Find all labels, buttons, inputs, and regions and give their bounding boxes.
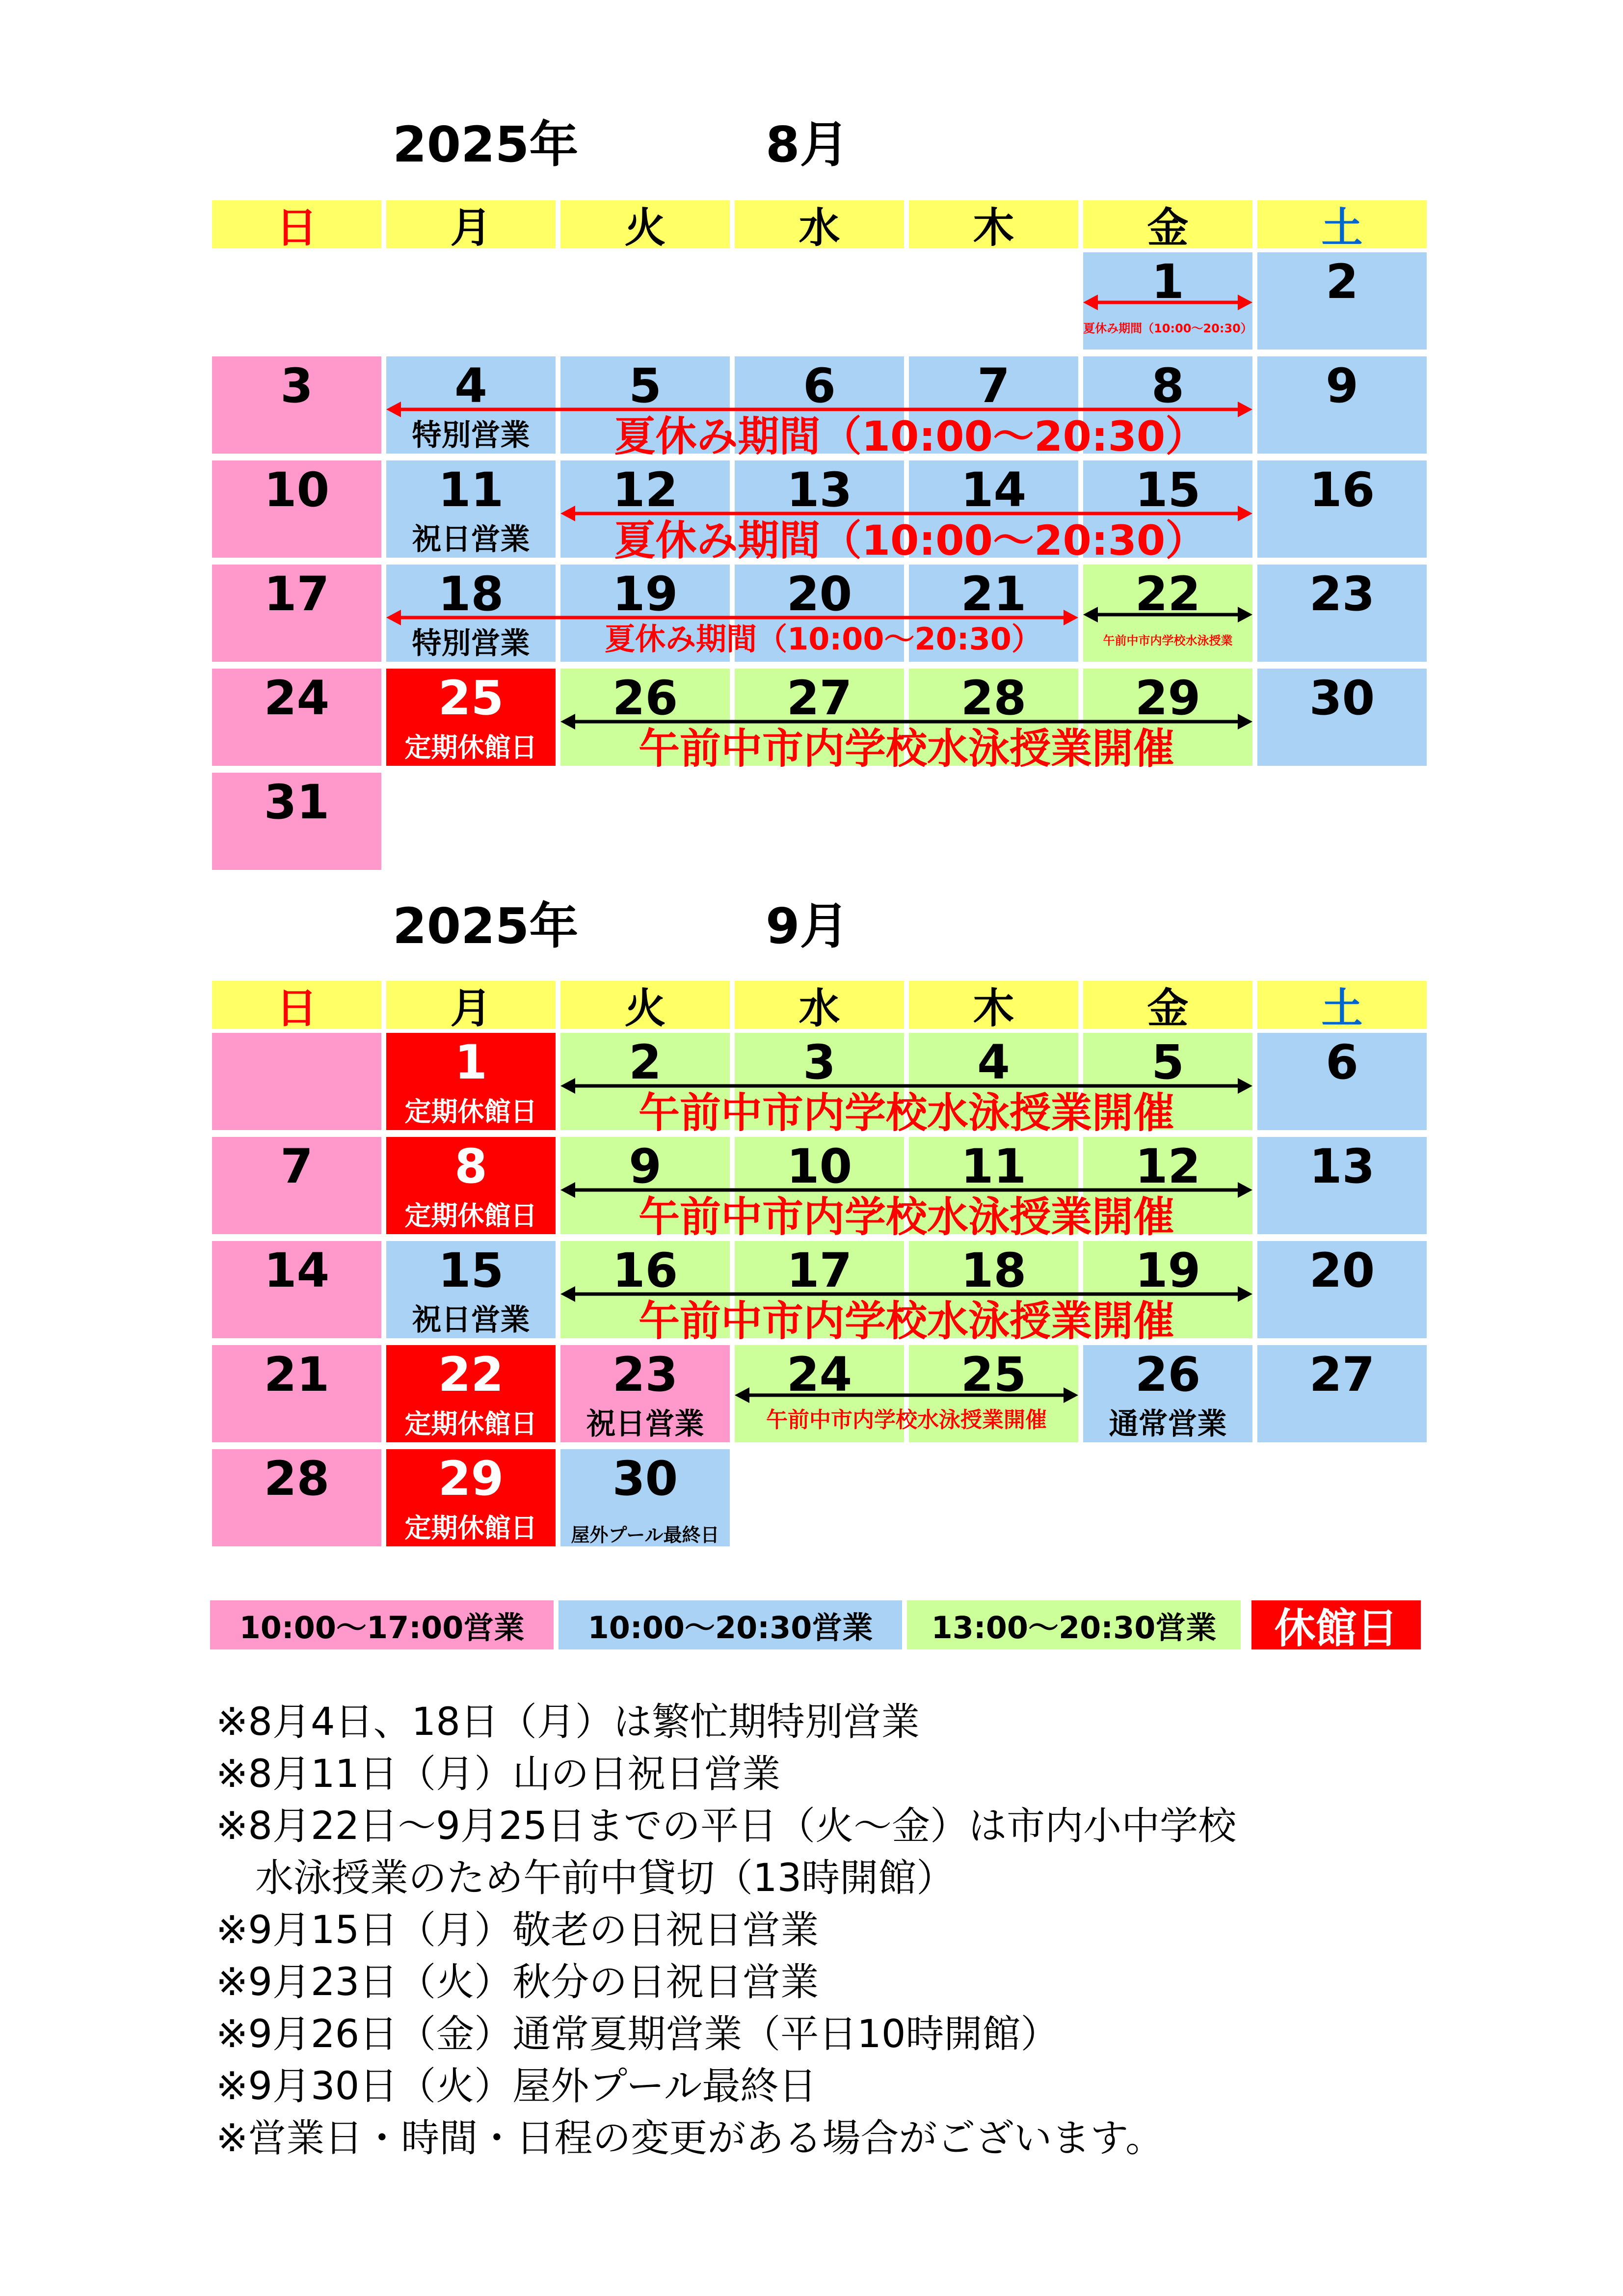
day-number: 25 (960, 1347, 1027, 1402)
annotation-label: 夏休み期間（10:00～20:30） (605, 621, 1042, 657)
september-day-cell (212, 1033, 381, 1130)
day-number: 15 (1135, 462, 1201, 517)
day-number: 18 (438, 567, 504, 621)
august-day-cell (1257, 460, 1427, 558)
august-weekday-header: 水 (735, 200, 904, 248)
september-day-cell (386, 1137, 556, 1234)
august-day-cell (1257, 356, 1427, 454)
september-day-cell (560, 1449, 730, 1546)
august-day-cell (386, 669, 556, 766)
august-day-cell (212, 460, 381, 558)
annotation-label: 夏休み期間（10:00～20:30） (614, 516, 1207, 565)
day-number: 27 (1309, 1347, 1375, 1402)
day-number: 28 (960, 671, 1027, 726)
day-number: 3 (803, 1035, 836, 1090)
day-status-label: 祝日営業 (586, 1407, 704, 1441)
annotation-label: 夏休み期間（10:00～20:30） (614, 412, 1207, 460)
day-number: 22 (1135, 567, 1201, 621)
day-number: 16 (612, 1243, 678, 1298)
day-status-label: 定期休館日 (404, 732, 537, 763)
august-annotation (386, 356, 1252, 460)
legend-green: 13:00～20:30営業 (907, 1600, 1241, 1649)
august-annotation (560, 460, 1252, 565)
annotation-label: 午前中市内学校水泳授業開催 (766, 1407, 1047, 1432)
september-weekday-header: 金 (1083, 981, 1252, 1029)
day-number: 18 (960, 1243, 1027, 1298)
september-annotation (560, 1137, 1252, 1241)
august-annotation (1083, 252, 1252, 350)
september-day-cell (1083, 1345, 1252, 1442)
day-number: 9 (1326, 358, 1358, 413)
august-year-title: 2025年 (393, 116, 579, 173)
august-annotation (1083, 565, 1252, 662)
note-item: ※営業日・時間・日程の変更がある場合がございます。 (216, 2116, 1164, 2161)
september-day-cell (1257, 1137, 1427, 1234)
legend-closed: 休館日 (1251, 1600, 1421, 1649)
august-annotation (560, 669, 1252, 773)
september-weekday-header: 火 (560, 981, 730, 1029)
day-number: 30 (612, 1451, 678, 1506)
august-day-cell (1257, 669, 1427, 766)
day-number: 23 (612, 1347, 678, 1402)
day-status-label: 屋外プール最終日 (571, 1524, 719, 1546)
day-number: 8 (1151, 358, 1184, 413)
day-number: 4 (977, 1035, 1010, 1090)
day-status-label: 特別営業 (412, 418, 530, 453)
day-number: 1 (1151, 254, 1184, 309)
day-number: 27 (786, 671, 852, 726)
day-number: 6 (803, 358, 836, 413)
day-number: 31 (264, 775, 330, 830)
day-number: 25 (438, 671, 504, 726)
day-status-label: 定期休館日 (404, 1513, 537, 1543)
august-weekday-header: 日 (212, 200, 381, 248)
september-annotation (735, 1345, 1078, 1442)
annotation-label: 夏休み期間（10:00～20:30） (1083, 322, 1252, 335)
day-number: 1 (454, 1035, 487, 1090)
september-day-cell (386, 1449, 556, 1546)
day-number: 16 (1309, 462, 1375, 517)
day-number: 2 (629, 1035, 662, 1090)
september-annotation (560, 1241, 1252, 1345)
august-weekday-header: 火 (560, 200, 730, 248)
day-number: 30 (1309, 671, 1375, 726)
note-item: ※9月15日（月）敬老の日祝日営業 (216, 1908, 819, 1952)
august-day-cell (212, 565, 381, 662)
day-number: 11 (960, 1139, 1027, 1194)
day-status-label: 定期休館日 (404, 1200, 537, 1231)
september-day-cell (212, 1137, 381, 1234)
september-day-cell (560, 1345, 730, 1442)
august-day-cell (212, 356, 381, 454)
september-year-title: 2025年 (393, 897, 579, 955)
annotation-label: 午前中市内学校水泳授業 (1103, 634, 1233, 648)
day-number: 5 (1151, 1035, 1184, 1090)
september-day-cell (212, 1345, 381, 1442)
august-day-cell (212, 669, 381, 766)
annotation-label: 午前中市内学校水泳授業開催 (638, 1089, 1174, 1137)
note-item: ※8月22日～9月25日までの平日（火～金）は市内小中学校 (216, 1804, 1237, 1848)
day-number: 24 (786, 1347, 852, 1402)
day-status-label: 定期休館日 (404, 1096, 537, 1127)
day-number: 15 (438, 1243, 504, 1298)
day-number: 21 (960, 567, 1027, 621)
september-day-cell (386, 1033, 556, 1130)
day-number: 20 (786, 567, 852, 621)
september-day-cell (1257, 1241, 1427, 1338)
day-number: 19 (1135, 1243, 1201, 1298)
september-day-cell (212, 1241, 381, 1338)
september-day-cell (1257, 1345, 1427, 1442)
day-number: 12 (1135, 1139, 1201, 1194)
september-annotation (560, 1033, 1252, 1137)
day-number: 29 (1135, 671, 1201, 726)
august-weekday-header: 月 (386, 200, 556, 248)
annotation-label: 午前中市内学校水泳授業開催 (638, 1297, 1174, 1345)
september-month-title: 9月 (766, 897, 849, 955)
day-status-label: 特別営業 (412, 626, 530, 661)
day-number: 17 (264, 567, 330, 621)
day-number: 14 (960, 462, 1027, 517)
day-status-label: 祝日営業 (412, 522, 530, 557)
day-number: 21 (264, 1347, 330, 1402)
day-number: 19 (612, 567, 678, 621)
day-number: 28 (264, 1451, 330, 1506)
note-item: ※9月26日（金）通常夏期営業（平日10時開館） (216, 2012, 1059, 2056)
legend-blue: 10:00～20:30営業 (559, 1600, 902, 1649)
august-annotation (386, 565, 1078, 662)
note-item: 水泳授業のため午前中貸切（13時開館） (255, 1856, 955, 1900)
september-weekday-header: 日 (212, 981, 381, 1029)
annotation-label: 午前中市内学校水泳授業開催 (638, 1193, 1174, 1241)
day-number: 14 (264, 1243, 330, 1298)
note-item: ※8月4日、18日（月）は繁忙期特別営業 (216, 1700, 920, 1744)
august-day-cell (386, 460, 556, 558)
day-number: 5 (629, 358, 662, 413)
day-status-label: 定期休館日 (404, 1408, 537, 1439)
note-item: ※9月23日（火）秋分の日祝日営業 (216, 1960, 819, 2004)
annotation-label: 午前中市内学校水泳授業開催 (638, 725, 1174, 773)
day-number: 13 (786, 462, 852, 517)
august-day-cell (212, 773, 381, 870)
day-number: 10 (264, 462, 330, 517)
day-number: 11 (438, 462, 504, 517)
day-number: 8 (454, 1139, 487, 1194)
day-status-label: 祝日営業 (412, 1303, 530, 1337)
day-number: 26 (612, 671, 678, 726)
note-item: ※9月30日（火）屋外プール最終日 (216, 2064, 817, 2108)
day-number: 10 (786, 1139, 852, 1194)
september-day-cell (1257, 1033, 1427, 1130)
day-number: 26 (1135, 1347, 1201, 1402)
august-day-cell (1257, 252, 1427, 350)
august-weekday-header: 木 (909, 200, 1078, 248)
august-weekday-header: 土 (1257, 200, 1427, 248)
legend-pink: 10:00～17:00営業 (210, 1600, 554, 1649)
august-day-cell (1257, 565, 1427, 662)
note-item: ※8月11日（月）山の日祝日営業 (216, 1752, 781, 1796)
september-weekday-header: 月 (386, 981, 556, 1029)
day-number: 9 (629, 1139, 662, 1194)
september-day-cell (386, 1241, 556, 1338)
august-month-title: 8月 (766, 116, 849, 173)
day-number: 23 (1309, 567, 1375, 621)
september-weekday-header: 木 (909, 981, 1078, 1029)
day-number: 22 (438, 1347, 504, 1402)
september-day-cell (386, 1345, 556, 1442)
day-status-label: 通常営業 (1109, 1407, 1227, 1441)
day-number: 7 (280, 1139, 313, 1194)
september-weekday-header: 水 (735, 981, 904, 1029)
day-number: 6 (1326, 1035, 1358, 1090)
day-number: 12 (612, 462, 678, 517)
day-number: 7 (977, 358, 1010, 413)
september-weekday-header: 土 (1257, 981, 1427, 1029)
august-weekday-header: 金 (1083, 200, 1252, 248)
day-number: 29 (438, 1451, 504, 1506)
september-day-cell (212, 1449, 381, 1546)
day-number: 17 (786, 1243, 852, 1298)
day-number: 24 (264, 671, 330, 726)
notes-list (216, 1696, 1236, 2164)
day-number: 4 (454, 358, 487, 413)
day-number: 13 (1309, 1139, 1375, 1194)
day-number: 20 (1309, 1243, 1375, 1298)
day-number: 2 (1326, 254, 1358, 309)
day-number: 3 (280, 358, 313, 413)
